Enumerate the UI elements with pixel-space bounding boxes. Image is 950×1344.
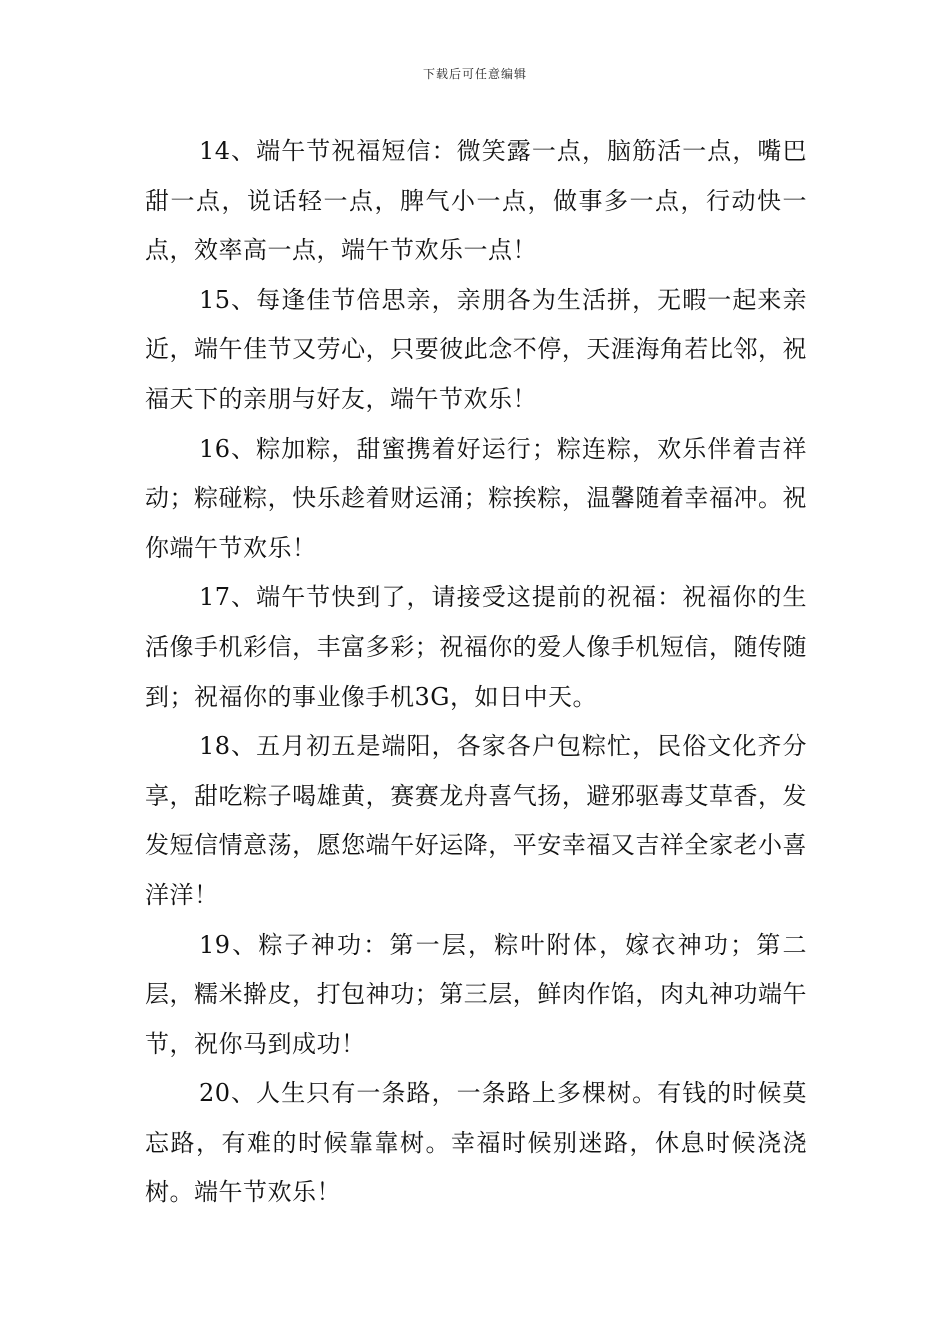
paragraph-14: 14、端午节祝福短信：微笑露一点，脑筋活一点，嘴巴甜一点，说话轻一点，脾气小一点，做事多一点，行动快一点，效率高一点，端午节欢乐一点！: [145, 137, 807, 265]
paragraph-18: 18、五月初五是端阳，各家各户包粽忙，民俗文化齐分享，甜吃粽子喝雄黄，赛赛龙舟喜气扬，避邪驱毒艾草香，发发短信情意荡，愿您端午好运降，平安幸福又吉祥全家老小喜洋洋！: [145, 732, 807, 909]
paragraph-16: 16、粽加粽，甜蜜携着好运行；粽连粽，欢乐伴着吉祥动；粽碰粽，快乐趁着财运涌；粽挨粽，温馨随着幸福冲。祝你端午节欢乐！: [145, 434, 807, 562]
paragraph-15: 15、每逢佳节倍思亲，亲朋各为生活拼，无暇一起来亲近，端午佳节又劳心，只要彼此念不停，天涯海角若比邻，祝福天下的亲朋与好友，端午节欢乐！: [145, 285, 807, 413]
paragraph-20: 20、人生只有一条路，一条路上多棵树。有钱的时候莫忘路，有难的时候靠靠树。幸福时候别迷路，休息时候浇浇树。端午节欢乐！: [145, 1079, 807, 1207]
paragraph-19: 19、粽子神功：第一层，粽叶附体，嫁衣神功；第二层，糯米擀皮，打包神功；第三层，鲜肉作馅，肉丸神功端午节，祝你马到成功！: [145, 930, 807, 1058]
page-header: 下载后可任意编辑: [422, 67, 527, 81]
document-body: [145, 127, 807, 1218]
paragraph-17: 17、端午节快到了，请接受这提前的祝福：祝福你的生活像手机彩信，丰富多彩；祝福你的爱人像手机短信，随传随到；祝福你的事业像手机3G，如日中天。: [145, 583, 807, 711]
